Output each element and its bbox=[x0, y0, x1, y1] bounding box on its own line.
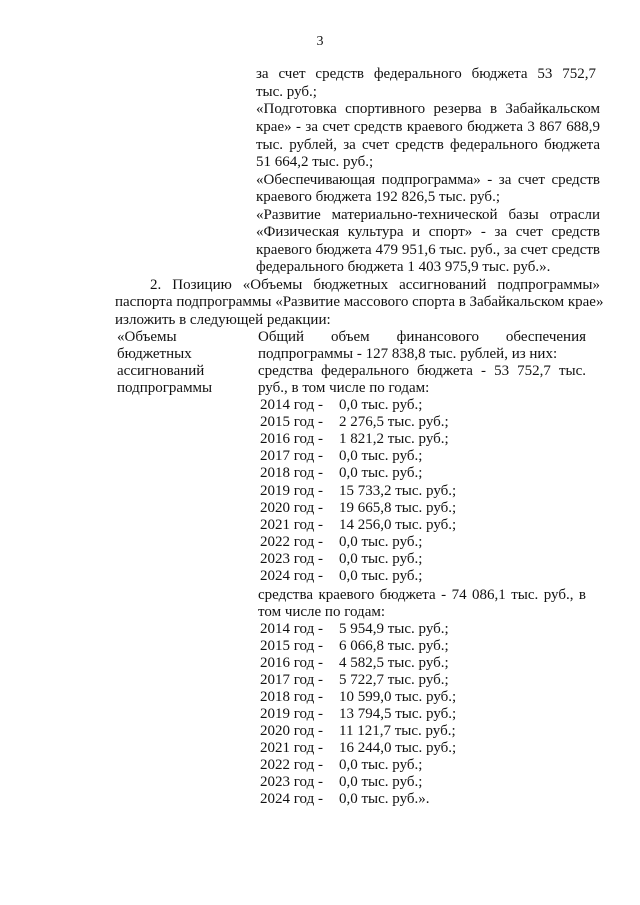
intro-line: руб., в том числе по годам: bbox=[258, 380, 430, 396]
federal-amount: 14 256,0 тыс. руб.; bbox=[339, 517, 457, 533]
intro-line: средства федерального бюджета - 53 752,7 тыс. bbox=[258, 363, 586, 379]
label-line: «Объемы bbox=[117, 329, 177, 345]
federal-year: 2020 год - bbox=[260, 500, 323, 516]
regional-year: 2019 год - bbox=[260, 706, 323, 722]
federal-year: 2015 год - bbox=[260, 414, 323, 430]
upper-line: «Обеспечивающая подпрограмма» - за счет средств bbox=[256, 172, 600, 188]
federal-amount: 19 665,8 тыс. руб.; bbox=[339, 500, 457, 516]
regional-intro-line: средства краевого бюджета - 74 086,1 тыс. руб., в bbox=[258, 587, 586, 603]
upper-line: 51 664,2 тыс. руб.; bbox=[256, 154, 374, 170]
federal-amount: 0,0 тыс. руб.; bbox=[339, 465, 423, 481]
regional-year: 2018 год - bbox=[260, 689, 323, 705]
upper-line: «Подготовка спортивного резерва в Забайкальском bbox=[256, 101, 600, 117]
regional-amount: 13 794,5 тыс. руб.; bbox=[339, 706, 457, 722]
regional-amount: 11 121,7 тыс. руб.; bbox=[339, 723, 456, 739]
regional-year: 2020 год - bbox=[260, 723, 323, 739]
regional-amount: 0,0 тыс. руб.; bbox=[339, 757, 423, 773]
regional-year: 2014 год - bbox=[260, 621, 323, 637]
item2-line: 2. Позицию «Объемы бюджетных ассигнований подпрограммы» bbox=[150, 277, 600, 293]
regional-year: 2021 год - bbox=[260, 740, 323, 756]
federal-amount: 0,0 тыс. руб.; bbox=[339, 568, 423, 584]
upper-line: краевого бюджета 192 826,5 тыс. руб.; bbox=[256, 189, 500, 205]
federal-year: 2016 год - bbox=[260, 431, 323, 447]
federal-amount: 1 821,2 тыс. руб.; bbox=[339, 431, 449, 447]
regional-amount: 16 244,0 тыс. руб.; bbox=[339, 740, 457, 756]
item2-line: изложить в следующей редакции: bbox=[115, 312, 331, 328]
regional-year: 2022 год - bbox=[260, 757, 323, 773]
federal-amount: 0,0 тыс. руб.; bbox=[339, 551, 423, 567]
federal-amount: 15 733,2 тыс. руб.; bbox=[339, 483, 457, 499]
label-line: ассигнований bbox=[117, 363, 205, 379]
regional-year: 2017 год - bbox=[260, 672, 323, 688]
federal-year: 2018 год - bbox=[260, 465, 323, 481]
regional-amount: 4 582,5 тыс. руб.; bbox=[339, 655, 449, 671]
upper-line: краевого бюджета 479 951,6 тыс. руб., за счет средств bbox=[256, 242, 600, 258]
regional-year: 2024 год - bbox=[260, 791, 323, 807]
federal-year: 2022 год - bbox=[260, 534, 323, 550]
upper-line: федерального бюджета 1 403 975,9 тыс. руб.». bbox=[256, 259, 551, 275]
upper-line: «Физическая культура и спорт» - за счет средств bbox=[256, 224, 600, 240]
federal-amount: 0,0 тыс. руб.; bbox=[339, 397, 423, 413]
page-number: 3 bbox=[316, 34, 324, 49]
label-line: бюджетных bbox=[117, 346, 192, 362]
federal-amount: 0,0 тыс. руб.; bbox=[339, 534, 423, 550]
regional-amount: 5 954,9 тыс. руб.; bbox=[339, 621, 449, 637]
regional-intro-line: том числе по годам: bbox=[258, 604, 386, 620]
upper-line: тыс. руб.; bbox=[256, 84, 317, 100]
intro-line: подпрограммы - 127 838,8 тыс. рублей, из них: bbox=[258, 346, 558, 362]
federal-amount: 0,0 тыс. руб.; bbox=[339, 448, 423, 464]
federal-year: 2024 год - bbox=[260, 568, 323, 584]
upper-line: за счет средств федерального бюджета 53 752,7 bbox=[256, 66, 596, 82]
federal-amount: 2 276,5 тыс. руб.; bbox=[339, 414, 449, 430]
regional-amount: 0,0 тыс. руб.». bbox=[339, 791, 430, 807]
item2-line: паспорта подпрограммы «Развитие массового спорта в Забайкальском крае» bbox=[115, 294, 604, 310]
regional-amount: 6 066,8 тыс. руб.; bbox=[339, 638, 449, 654]
regional-year: 2015 год - bbox=[260, 638, 323, 654]
upper-line: тыс. рублей, за счет средств федерального бюджета bbox=[256, 137, 600, 153]
upper-line: крае» - за счет средств краевого бюджета 3 867 688,9 bbox=[256, 119, 600, 135]
regional-amount: 0,0 тыс. руб.; bbox=[339, 774, 423, 790]
federal-year: 2014 год - bbox=[260, 397, 323, 413]
label-line: подпрограммы bbox=[117, 380, 213, 396]
federal-year: 2023 год - bbox=[260, 551, 323, 567]
regional-amount: 10 599,0 тыс. руб.; bbox=[339, 689, 457, 705]
upper-line: «Развитие материально-технической базы отрасли bbox=[256, 207, 600, 223]
regional-year: 2023 год - bbox=[260, 774, 323, 790]
regional-year: 2016 год - bbox=[260, 655, 323, 671]
intro-line: Общий объем финансового обеспечения bbox=[258, 329, 586, 345]
federal-year: 2021 год - bbox=[260, 517, 323, 533]
regional-amount: 5 722,7 тыс. руб.; bbox=[339, 672, 449, 688]
federal-year: 2019 год - bbox=[260, 483, 323, 499]
federal-year: 2017 год - bbox=[260, 448, 323, 464]
